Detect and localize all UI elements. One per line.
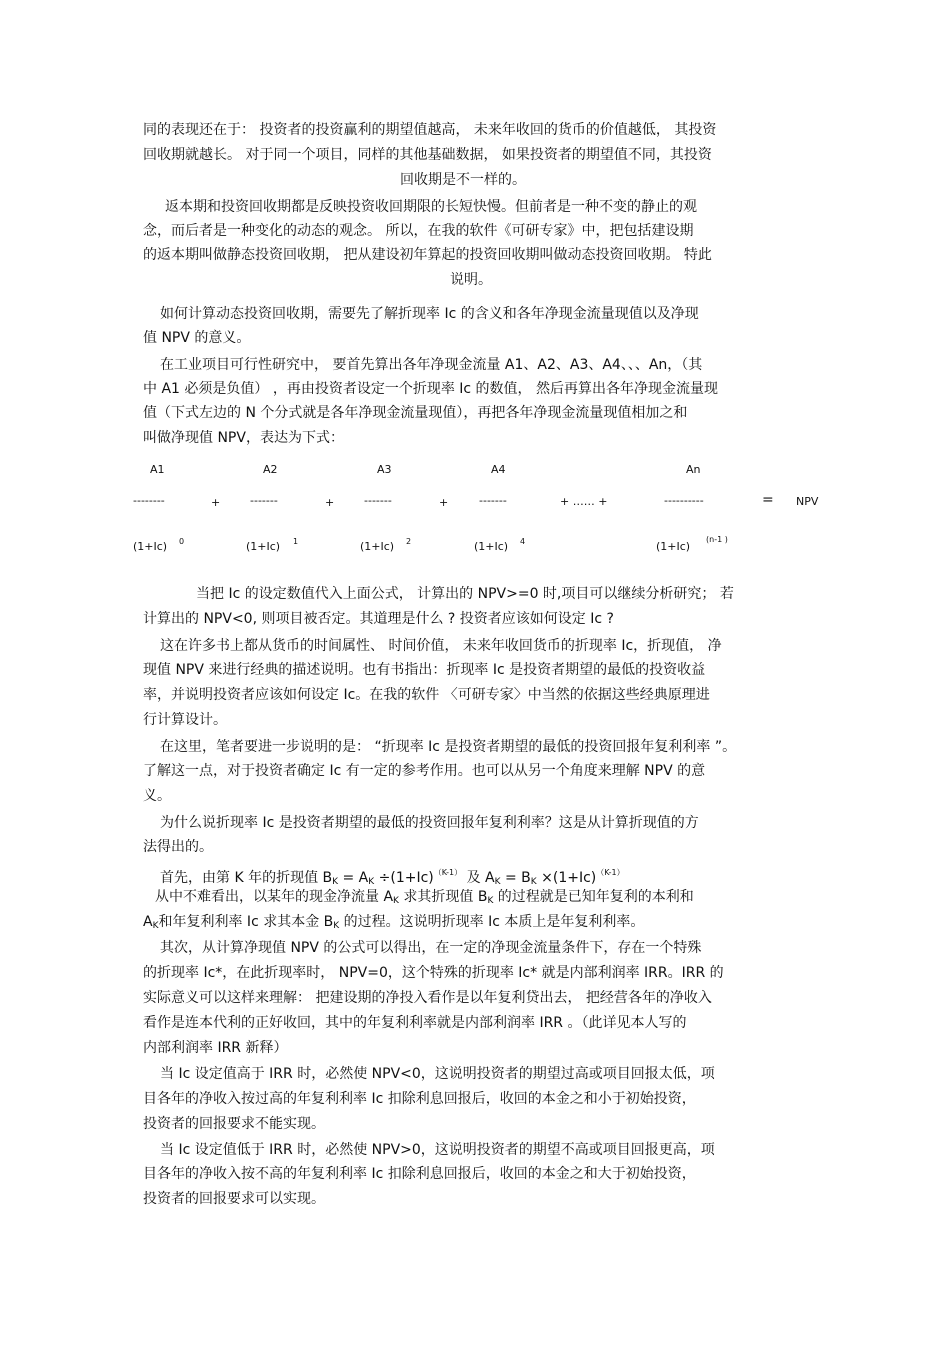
text-line: 当 Ic 设定值低于 IRR 时，必然使 NPV>0，这说明投资者的期望不高或项目回报更高，项 — [160, 1142, 715, 1158]
text-line: 如何计算动态投资回收期，需要先了解折现率 Ic 的含义和各年净现金流量现值以及净现 — [160, 306, 699, 322]
text-line: 叫做净现值 NPV，表达为下式： — [143, 430, 344, 446]
exponent: (n-1 ) — [706, 535, 728, 544]
text-line: 念，而后者是一种变化的动态的观念。 所以，在我的软件《可研专家》中，把包括建设期 — [143, 223, 694, 239]
text-line: 计算出的 NPV<0, 则项目被否定。其道理是什么 ? 投资者应该如何设定 Ic ? — [143, 611, 614, 627]
text-line: 同的表现还在于： 投资者的投资赢利的期望值越高， 未来年收回的货币的价值越低， 其投资 — [143, 122, 717, 138]
text-line: 中 A1 必须是负值） ，再由投资者设定一个折现率 Ic 的数值， 然后再算出各年净现金流量现 — [143, 381, 719, 397]
text-line: 的折现率 Ic*，在此折现率时， NPV=0，这个特殊的折现率 Ic* 就是内部利润率 IRR。IRR 的 — [143, 965, 724, 981]
text-line: 回收期是不一样的。 — [400, 172, 526, 188]
plus-sign: + — [211, 496, 221, 509]
text-line: 返本期和投资回收期都是反映投资收回期限的长短快慢。但前者是一种不变的静止的观 — [165, 199, 697, 215]
text-line: 值（下式左边的 N 个分式就是各年净现金流量现值），再把各年净现金流量现值相加之和 — [143, 405, 688, 421]
text-line: 其次，从计算净现值 NPV 的公式可以得出，在一定的净现金流量条件下，存在一个特殊 — [160, 940, 702, 956]
text-line: 首先，由第 K 年的折现值 $B_K = A_K \div(1+Ic)^{(K-1)}$ 及 $A_K = B_K \times(1+Ic)^{(K-1)}$ — [160, 868, 625, 887]
exponent: 0 — [179, 537, 185, 546]
text-line: 当把 Ic 的设定数值代入上面公式， 计算出的 NPV>=0 时,项目可以继续分析研究； 若 — [196, 586, 734, 602]
plus-sign: + — [439, 496, 449, 509]
text-line: 在工业项目可行性研究中， 要首先算出各年净现金流量 A1、A2、A3、A4、、、An，（其 — [160, 357, 703, 373]
text-line: 这在许多书上都从货币的时间属性、 时间价值， 未来年收回货币的折现率 Ic，折现值， 净 — [160, 638, 722, 654]
text-line: 值 NPV 的意义。 — [143, 330, 251, 346]
text-line: 法得出的。 — [143, 839, 213, 855]
text-line: 投资者的回报要求可以实现。 — [143, 1191, 325, 1207]
fraction-bar: ------- — [250, 494, 278, 507]
exponent: 1 — [293, 537, 299, 546]
ellipsis-plus: + …… + — [560, 495, 608, 508]
text-line: 投资者的回报要求不能实现。 — [143, 1116, 325, 1132]
numerator: A2 — [263, 463, 278, 476]
denominator: (1+Ic) — [656, 540, 691, 553]
fraction-bar: ------- — [364, 494, 392, 507]
numerator: A1 — [150, 463, 165, 476]
fraction-bar: ---------- — [664, 494, 704, 507]
text-line: 行计算设计。 — [143, 712, 227, 728]
text-line: 为什么说折现率 Ic 是投资者期望的最低的投资回报年复利利率？这是从计算折现值的方 — [160, 815, 699, 831]
exponent: 4 — [520, 537, 526, 546]
text-line: 义。 — [143, 788, 171, 804]
fraction-bar: ------- — [479, 494, 507, 507]
exponent: 2 — [406, 537, 412, 546]
text-line: $A_K$和年复利利率 Ic 求其本金 $B_K$ 的过程。这说明折现率 Ic 本质上是年复利利率。 — [143, 914, 645, 931]
plus-sign: + — [325, 496, 335, 509]
text-line: 说明。 — [450, 272, 492, 288]
text-line: 内部利润率 IRR 新释） — [143, 1040, 288, 1056]
denominator: (1+Ic) — [133, 540, 168, 553]
text-line: 当 Ic 设定值高于 IRR 时，必然使 NPV<0，这说明投资者的期望过高或项目回报太低，项 — [160, 1066, 715, 1082]
denominator: (1+Ic) — [246, 540, 281, 553]
fraction-bar: -------- — [133, 494, 165, 507]
numerator: An — [686, 463, 701, 476]
numerator: A3 — [377, 463, 392, 476]
text-line: 目各年的净收入按过高的年复利利率 Ic 扣除利息回报后，收回的本金之和小于初始投资， — [143, 1091, 696, 1107]
numerator: A4 — [491, 463, 506, 476]
text-line: 实际意义可以这样来理解： 把建设期的净投入看作是以年复利贷出去， 把经营各年的净收入 — [143, 990, 712, 1006]
npv-result: NPV — [796, 495, 819, 508]
denominator: (1+Ic) — [360, 540, 395, 553]
text-line: 率，并说明投资者应该如何设定 Ic。在我的软件 〈可研专家〉中当然的依据这些经典原理进 — [143, 687, 710, 703]
text-line: 了解这一点，对于投资者确定 Ic 有一定的参考作用。也可以从另一个角度来理解 NPV 的意 — [143, 763, 706, 779]
text-line: 的返本期叫做静态投资回收期， 把从建设初年算起的投资回收期叫做动态投资回收期。 特此 — [143, 247, 712, 263]
text-line: 在这里，笔者要进一步说明的是： “折现率 Ic 是投资者期望的最低的投资回报年复利利率 ”。 — [160, 739, 737, 755]
text-line: 现值 NPV 来进行经典的描述说明。也有书指出：折现率 Ic 是投资者期望的最低的投资收益 — [143, 662, 706, 678]
text-line: 从中不难看出，以某年的现金净流量 $A_K$ 求其折现值 $B_K$ 的过程就是已知年复利的本利和 — [155, 889, 694, 906]
denominator: (1+Ic) — [474, 540, 509, 553]
equals-sign: = — [762, 492, 774, 508]
text-line: 回收期就越长。 对于同一个项目，同样的其他基础数据， 如果投资者的期望值不同，其投资 — [143, 147, 712, 163]
text-line: 看作是连本代利的正好收回，其中的年复利利率就是内部利润率 IRR 。（此详见本人写的 — [143, 1015, 687, 1031]
text-line: 目各年的净收入按不高的年复利利率 Ic 扣除利息回报后，收回的本金之和大于初始投资， — [143, 1166, 696, 1182]
